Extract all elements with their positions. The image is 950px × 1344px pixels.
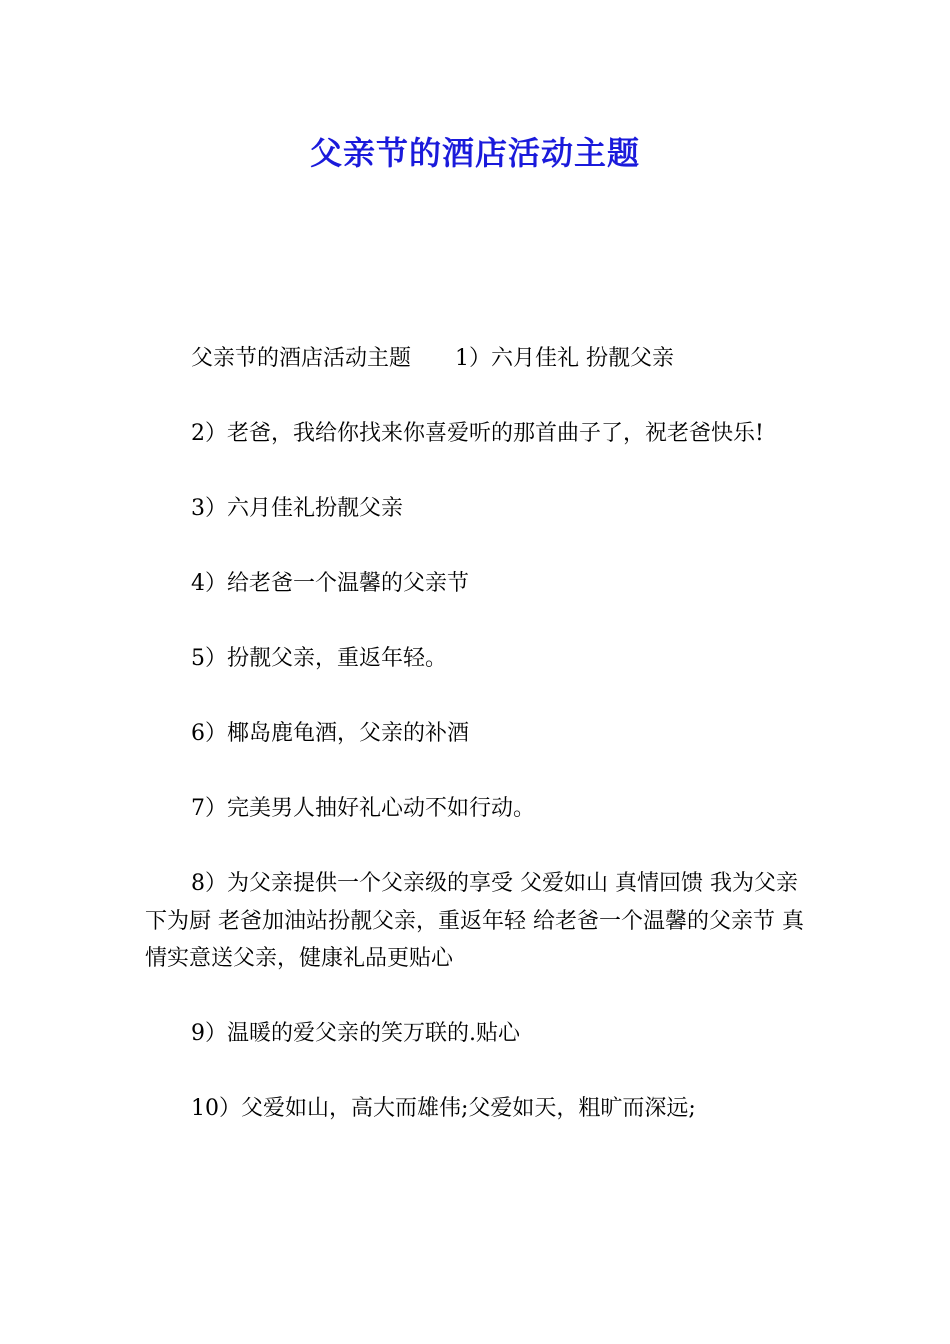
paragraph-2: 2）老爸，我给你找来你喜爱听的那首曲子了，祝老爸快乐! bbox=[191, 421, 764, 446]
paragraph-8: 8）为父亲提供一个父亲级的享受 父爱如山 真情回馈 我为父亲下为厨 老爸加油站扮靓父亲，重返年轻 给老爸一个温馨的父亲节 真情实意送父亲，健康礼品更贴心 bbox=[145, 871, 804, 971]
paragraph-1: 父亲节的酒店活动主题 1）六月佳礼 扮靓父亲 bbox=[191, 346, 674, 371]
document-body bbox=[145, 340, 815, 1128]
paragraph-5: 5）扮靓父亲，重返年轻。 bbox=[191, 646, 447, 671]
paragraph-9: 9）温暖的爱父亲的笑万联的.贴心 bbox=[191, 1021, 520, 1046]
document-title: 父亲节的酒店活动主题 bbox=[309, 134, 640, 172]
paragraph-4: 4）给老爸一个温馨的父亲节 bbox=[191, 571, 469, 596]
paragraph-6: 6）椰岛鹿龟酒，父亲的补酒 bbox=[191, 721, 469, 746]
paragraph-10: 10）父爱如山，高大而雄伟;父爱如天，粗旷而深远; bbox=[191, 1096, 696, 1121]
paragraph-7: 7）完美男人抽好礼心动不如行动。 bbox=[191, 796, 535, 821]
paragraph-3: 3）六月佳礼扮靓父亲 bbox=[191, 496, 403, 521]
